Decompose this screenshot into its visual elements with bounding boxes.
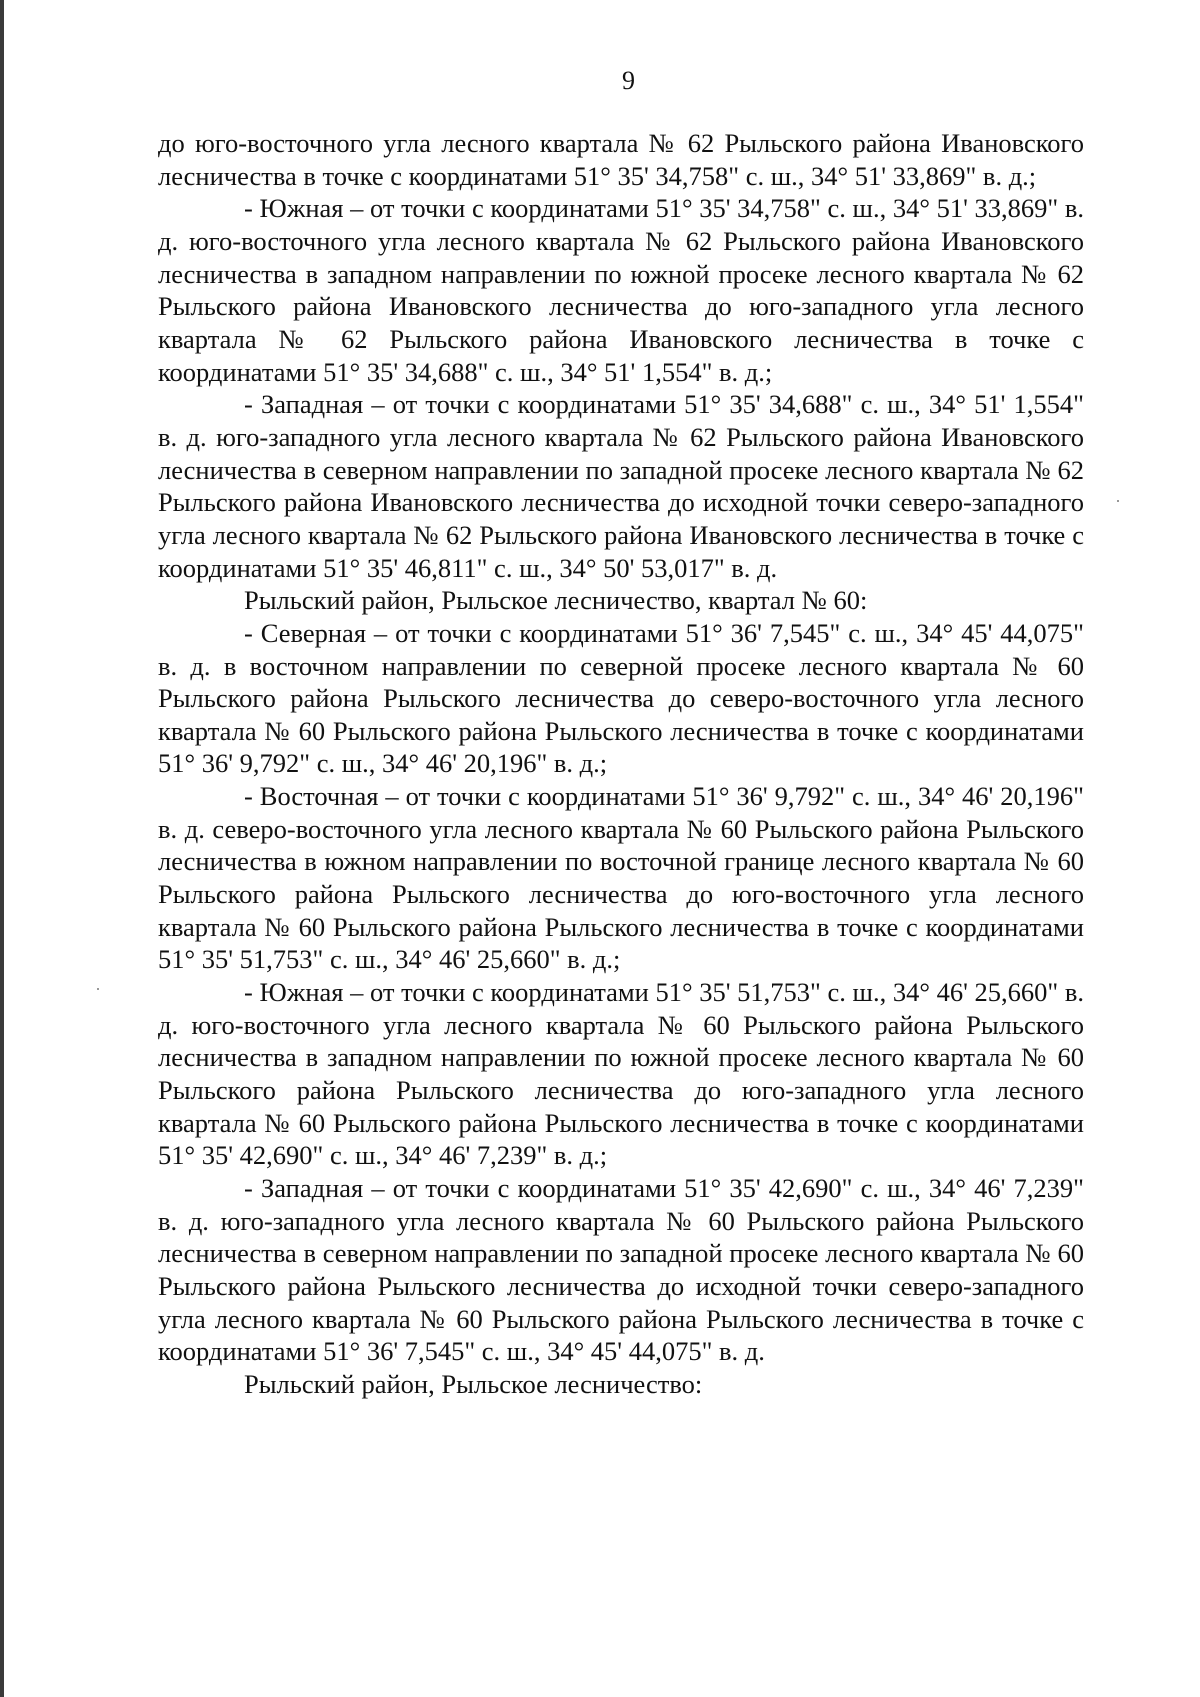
page-number: 9 (622, 66, 635, 95)
scan-speck (97, 988, 99, 990)
scan-speck (1117, 500, 1119, 502)
scan-left-edge (0, 0, 4, 1697)
document-body (158, 127, 1084, 1401)
paragraph-kv62-west: - Западная – от точки с координатами 51° 35' 34,688" с. ш., 34° 51' 1,554" в. д. юго-западного угла лесного квартала № 62 Рыльского района Ивановского лесничества в северном направлении по западной просеке лесного квартала № 62 Рыльского района Ивановского лесничества до исходной точки северо-западного угла лесного квартала № 62 Рыльского района Ивановского лесничества в точке с координатами 51° 35' 46,811" с. ш., 34° 50' 53,017" в. д. (158, 389, 1084, 583)
section-heading-kv60: Рыльский район, Рыльское лесничество, квартал № 60: (244, 585, 868, 616)
paragraph-kv60-east: - Восточная – от точки с координатами 51° 36' 9,792" с. ш., 34° 46' 20,196" в. д. северо-восточного угла лесного квартала № 60 Рыльского района Рыльского лесничества в южном направлении по восточной границе лесного квартала № 60 Рыльского района Рыльского лесничества до юго-восточного угла лесного квартала № 60 Рыльского района Рыльского лесничества в точке с координатами 51° 35' 51,753" с. ш., 34° 46' 25,660" в. д.; (158, 781, 1084, 975)
paragraph-kv60-south: - Южная – от точки с координатами 51° 35' 51,753" с. ш., 34° 46' 25,660" в. д. юго-восточного угла лесного квартала № 60 Рыльского района Рыльского лесничества в западном направлении по южной просеке лесного квартала № 60 Рыльского района Рыльского лесничества до юго-западного угла лесного квартала № 60 Рыльского района Рыльского лесничества в точке с координатами 51° 35' 42,690" с. ш., 34° 46' 7,239" в. д.; (158, 977, 1084, 1171)
paragraph-kv60-west: - Западная – от точки с координатами 51° 35' 42,690" с. ш., 34° 46' 7,239" в. д. юго-западного угла лесного квартала № 60 Рыльского района Рыльского лесничества в северном направлении по западной просеке лесного квартала № 60 Рыльского района Рыльского лесничества до исходной точки северо-западного угла лесного квартала № 60 Рыльского района Рыльского лесничества в точке с координатами 51° 36' 7,545" с. ш., 34° 45' 44,075" в. д. (158, 1173, 1084, 1367)
paragraph-continuation: до юго-восточного угла лесного квартала № 62 Рыльского района Ивановского лесничества в точке с координатами 51° 35' 34,758" с. ш., 34° 51' 33,869" в. д.; (158, 128, 1084, 191)
paragraph-kv60-north: - Северная – от точки с координатами 51° 36' 7,545" с. ш., 34° 45' 44,075" в. д. в восточном направлении по северной просеке лесного квартала № 60 Рыльского района Рыльского лесничества до северо-восточного угла лесного квартала № 60 Рыльского района Рыльского лесничества в точке с координатами 51° 36' 9,792" с. ш., 34° 46' 20,196" в. д.; (158, 617, 1084, 779)
section-heading-rylsk: Рыльский район, Рыльское лесничество: (244, 1368, 703, 1399)
paragraph-kv62-south: - Южная – от точки с координатами 51° 35' 34,758" с. ш., 34° 51' 33,869" в. д. юго-восточного угла лесного квартала № 62 Рыльского района Ивановского лесничества в западном направлении по южной просеке лесного квартала № 62 Рыльского района Ивановского лесничества до юго-западного угла лесного квартала № 62 Рыльского района Ивановского лесничества в точке с координатами 51° 35' 34,688" с. ш., 34° 51' 1,554" в. д.; (158, 193, 1084, 387)
